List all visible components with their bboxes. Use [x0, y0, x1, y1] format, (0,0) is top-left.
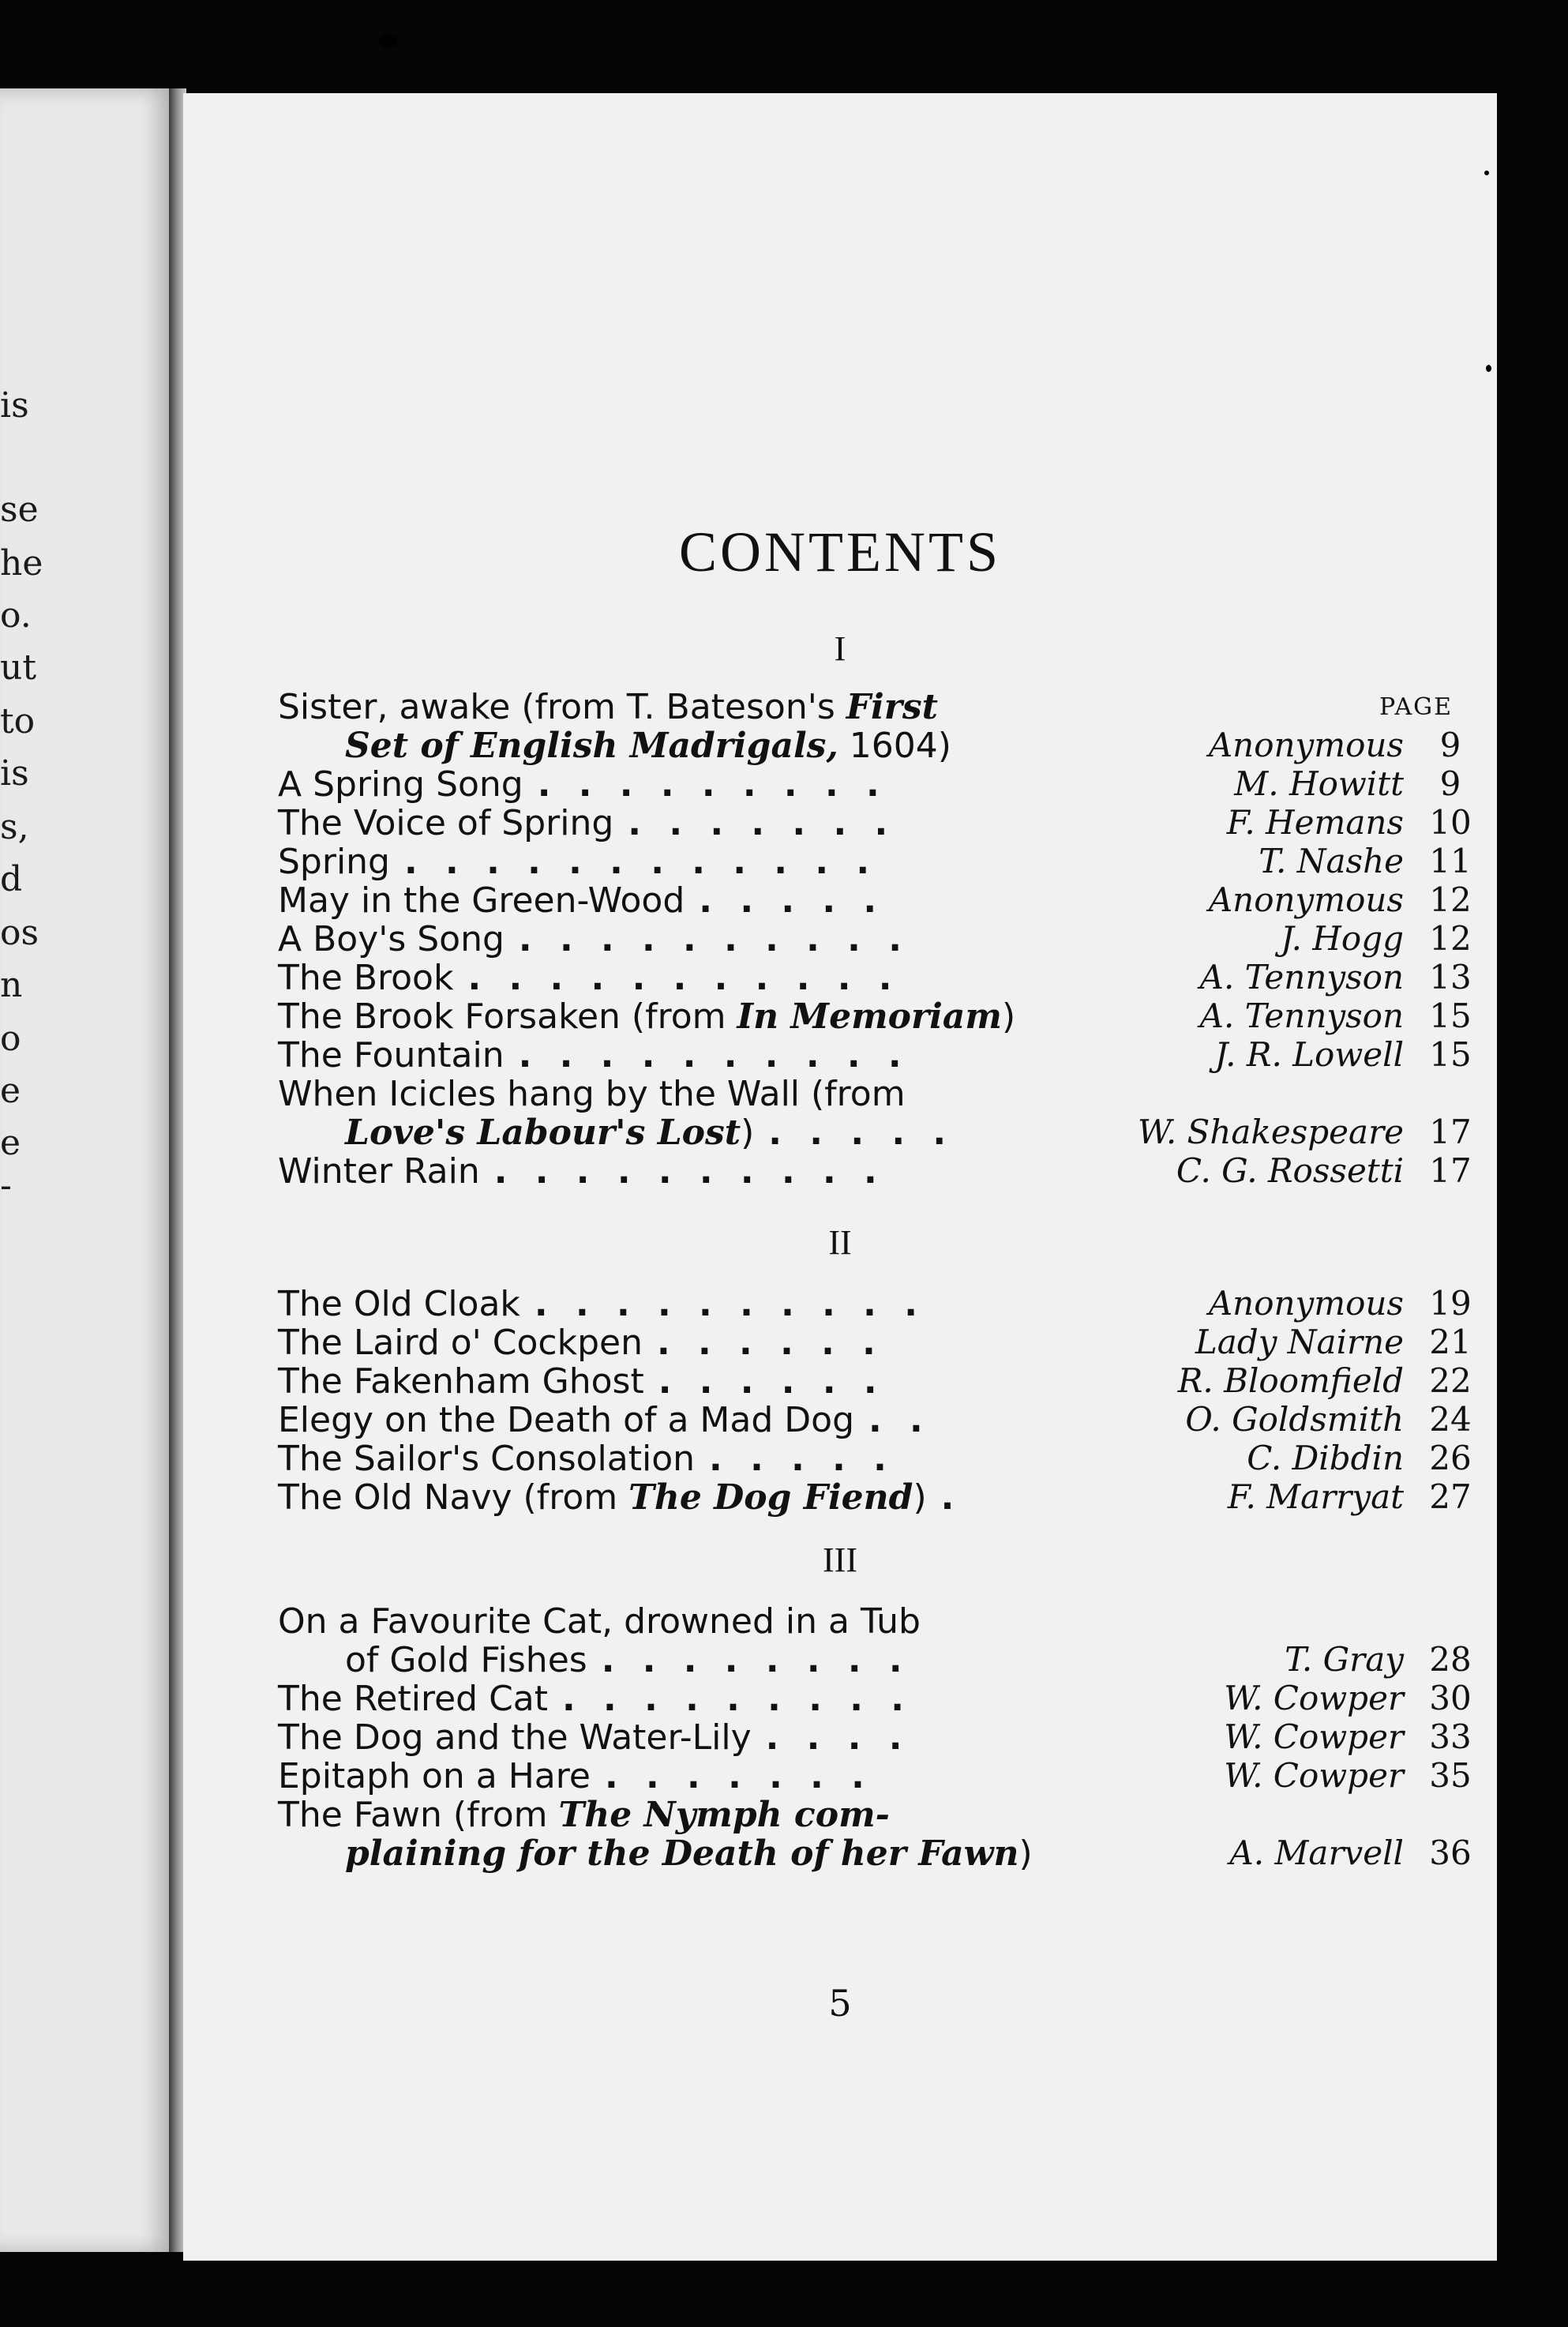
- entry-title: [278, 958, 900, 998]
- dot-leader: . . . . . . . . . .: [534, 1284, 925, 1324]
- ink-speck: [379, 35, 396, 47]
- toc-entry: [278, 1361, 1478, 1401]
- entry-page-number: 10: [1429, 803, 1472, 842]
- left-page-text-fragment: d: [0, 859, 23, 899]
- toc-entry: [278, 1074, 1478, 1113]
- ink-speck: [1486, 365, 1491, 372]
- page-folio: 5: [828, 1982, 852, 2025]
- entry-author: C. G. Rossetti: [1176, 1151, 1404, 1190]
- entry-title: [278, 880, 884, 921]
- entry-title-text: On a Favourite Cat, drowned in a Tub: [278, 1601, 921, 1642]
- entry-title: [278, 1323, 883, 1363]
- entry-title-text: of Gold Fishes: [345, 1640, 587, 1680]
- dot-leader: . . . . . . . . .: [562, 1679, 912, 1719]
- entry-page-number: 27: [1429, 1477, 1472, 1516]
- dot-leader: . . . . . .: [656, 1323, 883, 1363]
- entry-author: Anonymous: [1208, 880, 1404, 919]
- entry-title-text: The Fawn (from: [278, 1795, 559, 1835]
- entry-page-number: 9: [1439, 764, 1461, 803]
- entry-title-text: The Brook: [278, 958, 454, 998]
- dot-leader: . . . . . . . . . . .: [467, 958, 900, 998]
- entry-page-number: 26: [1429, 1439, 1472, 1477]
- entry-title: [278, 842, 877, 882]
- entry-title-italic: First: [846, 687, 938, 727]
- entry-title: [345, 1833, 1033, 1874]
- entry-author: W. Shakespeare: [1138, 1113, 1404, 1151]
- left-page-text-fragment: ut: [0, 647, 37, 688]
- entry-title: [278, 1601, 921, 1642]
- toc-entry: [278, 726, 1478, 765]
- toc-entry: [278, 996, 1478, 1036]
- entry-title-text: Sister, awake (from T. Bateson's: [278, 687, 846, 727]
- entry-page-number: 24: [1429, 1400, 1472, 1439]
- entry-title: [278, 996, 1015, 1037]
- entry-author: F. Marryat: [1227, 1477, 1404, 1516]
- entry-title: [278, 1795, 890, 1835]
- entry-author: R. Bloomfield: [1177, 1361, 1404, 1400]
- entry-page-number: 13: [1429, 958, 1472, 996]
- entry-page-number: 21: [1429, 1323, 1472, 1361]
- left-page-text-fragment: is: [0, 385, 29, 426]
- toc-entry: [278, 687, 1478, 726]
- entry-title-text: ): [1018, 1833, 1033, 1874]
- entry-author: Anonymous: [1208, 1284, 1404, 1323]
- entry-title-text: The Dog and the Water-Lily: [278, 1717, 752, 1758]
- entry-title: [345, 1640, 910, 1680]
- entry-title: [278, 1151, 885, 1192]
- entry-title-text: A Boy's Song: [278, 919, 505, 959]
- dot-leader: . . . . .: [768, 1113, 955, 1153]
- ink-speck: [1484, 171, 1489, 175]
- left-page-text-fragment: o.: [0, 595, 32, 636]
- toc-entry: [278, 764, 1478, 804]
- entry-title: [278, 687, 938, 727]
- entry-page-number: 17: [1429, 1151, 1472, 1190]
- entry-title-text: ): [741, 1113, 755, 1153]
- entry-title-text: 1604): [838, 726, 951, 766]
- entry-title-text: The Brook Forsaken (from: [278, 996, 737, 1037]
- dot-leader: . . . . .: [699, 880, 885, 921]
- entry-page-number: 19: [1429, 1284, 1472, 1323]
- entry-page-number: 33: [1429, 1717, 1472, 1756]
- left-page-text-fragment: e: [0, 1071, 21, 1111]
- entry-author: W. Cowper: [1224, 1717, 1404, 1756]
- toc-entry: [278, 1151, 1478, 1191]
- entry-title-text: ): [913, 1477, 927, 1518]
- contents-page: [183, 93, 1497, 2261]
- toc-entry: [278, 1113, 1478, 1152]
- toc-entry: [278, 1284, 1478, 1323]
- section-number: II: [828, 1223, 852, 1262]
- entry-title-italic: In Memoriam: [737, 996, 1002, 1037]
- entry-title-italic: Love's Labour's Lost: [345, 1113, 741, 1153]
- entry-author: W. Cowper: [1224, 1756, 1404, 1795]
- entry-title: [278, 764, 887, 805]
- dot-leader: . . . .: [765, 1717, 910, 1758]
- entry-author: A. Tennyson: [1199, 958, 1404, 996]
- entry-title-italic: The Dog Fiend: [628, 1477, 913, 1518]
- dot-leader: . . . . .: [709, 1439, 895, 1479]
- toc-entry: [278, 1756, 1478, 1796]
- entry-author: F. Hemans: [1226, 803, 1404, 842]
- entry-title: [278, 1679, 912, 1719]
- entry-page-number: 11: [1429, 842, 1472, 880]
- entry-title: [278, 1400, 931, 1440]
- entry-page-number: 30: [1429, 1679, 1472, 1717]
- left-page-text-fragment: e: [0, 1123, 21, 1163]
- toc-entry: [278, 1323, 1478, 1362]
- entry-title-italic: Set of English Madrigals,: [345, 726, 838, 766]
- entry-title-italic: plaining for the Death of her Fawn: [345, 1833, 1019, 1874]
- left-page-text-fragment: he: [0, 543, 43, 584]
- entry-title-text: When Icicles hang by the Wall (from: [278, 1074, 906, 1114]
- left-page-text-fragment: se: [0, 490, 39, 530]
- entry-author: M. Howitt: [1234, 764, 1404, 803]
- entry-title-text: May in the Green-Wood: [278, 880, 685, 921]
- entry-title: [278, 919, 910, 959]
- entry-title-text: Epitaph on a Hare: [278, 1756, 591, 1796]
- dot-leader: . . . . . . . . . .: [518, 919, 910, 959]
- toc-entry: [278, 1717, 1478, 1757]
- entry-title-text: ): [1001, 996, 1016, 1037]
- entry-page-number: 17: [1429, 1113, 1472, 1151]
- entry-title: [345, 1113, 954, 1153]
- toc-entry: [278, 842, 1478, 881]
- dot-leader: . . . . . . .: [628, 803, 896, 843]
- entry-author: T. Nashe: [1259, 842, 1404, 880]
- entry-page-number: 12: [1429, 919, 1472, 958]
- entry-title: [278, 1035, 910, 1075]
- entry-page-number: 28: [1429, 1640, 1472, 1679]
- entry-title-text: The Retired Cat: [278, 1679, 549, 1719]
- entry-title: [278, 1361, 885, 1402]
- entry-page-number: 9: [1439, 726, 1461, 764]
- entry-author: W. Cowper: [1224, 1679, 1404, 1717]
- entry-title-text: The Old Cloak: [278, 1284, 520, 1324]
- section-number: III: [823, 1541, 857, 1579]
- entry-title: [278, 1439, 895, 1479]
- entry-author: A. Tennyson: [1199, 996, 1404, 1035]
- toc-entry: [278, 958, 1478, 997]
- dot-leader: . . . . . . . . . .: [518, 1035, 910, 1075]
- dot-leader: . . . . . . . . . . . .: [404, 842, 878, 882]
- dot-leader: . . . . . .: [658, 1361, 885, 1402]
- entry-page-number: 36: [1429, 1833, 1472, 1872]
- dot-leader: . . . . . . . . .: [537, 764, 887, 805]
- toc-entry: [278, 1400, 1478, 1439]
- dot-leader: .: [940, 1477, 962, 1518]
- entry-title: [278, 1477, 962, 1518]
- entry-title-text: Elegy on the Death of a Mad Dog: [278, 1400, 854, 1440]
- entry-author: T. Gray: [1285, 1640, 1404, 1679]
- toc-entry: [278, 880, 1478, 920]
- entry-title-text: Winter Rain: [278, 1151, 480, 1192]
- entry-title-text: The Sailor's Consolation: [278, 1439, 696, 1479]
- toc-entry: [278, 919, 1478, 959]
- left-page-text-fragment: -: [0, 1165, 12, 1206]
- toc-entry: [278, 1439, 1478, 1478]
- entry-title: [278, 1074, 906, 1114]
- entry-title: [278, 1284, 925, 1324]
- dot-leader: . . . . . . . .: [601, 1640, 910, 1680]
- entry-title-text: The Fakenham Ghost: [278, 1361, 644, 1402]
- left-page-text-fragment: s,: [0, 807, 29, 847]
- entry-author: Lady Nairne: [1195, 1323, 1404, 1361]
- entry-author: J. Hogg: [1281, 919, 1404, 958]
- entry-author: J. R. Lowell: [1214, 1035, 1404, 1074]
- toc-entry: [278, 1679, 1478, 1718]
- entry-author: O. Goldsmith: [1185, 1400, 1404, 1439]
- entry-title-text: A Spring Song: [278, 764, 523, 805]
- toc-entry: [278, 803, 1478, 843]
- entry-title: [278, 1717, 910, 1758]
- entry-title-text: The Voice of Spring: [278, 803, 614, 843]
- entry-title-text: The Old Navy (from: [278, 1477, 629, 1518]
- entry-title-text: The Fountain: [278, 1035, 505, 1075]
- entry-page-number: 15: [1429, 996, 1472, 1035]
- toc-entry: [278, 1795, 1478, 1834]
- dot-leader: . . . . . . .: [604, 1756, 872, 1796]
- toc-entry: [278, 1035, 1478, 1075]
- left-page-text-fragment: n: [0, 965, 23, 1005]
- dot-leader: . . . . . . . . . .: [493, 1151, 885, 1192]
- left-page-text-fragment: is: [0, 753, 29, 794]
- entry-title: [278, 803, 895, 843]
- left-page-text-fragment: os: [0, 913, 39, 953]
- toc-entry: [278, 1640, 1478, 1680]
- toc-entry: [278, 1477, 1478, 1517]
- toc-entry: [278, 1601, 1478, 1641]
- entry-title: [278, 1756, 872, 1796]
- entry-title-text: The Laird o' Cockpen: [278, 1323, 643, 1363]
- page-column-label: PAGE: [1379, 693, 1453, 721]
- dot-leader: . .: [868, 1400, 931, 1440]
- left-page-text-fragment: o: [0, 1019, 21, 1059]
- left-page-text-fragment: to: [0, 701, 36, 741]
- entry-page-number: 35: [1429, 1756, 1472, 1795]
- entry-author: A. Marvell: [1229, 1833, 1404, 1872]
- toc-entry: [278, 1833, 1478, 1873]
- entry-title-text: Spring: [278, 842, 390, 882]
- entry-title-italic: The Nymph com-: [558, 1795, 890, 1835]
- entry-page-number: 12: [1429, 880, 1472, 919]
- entry-author: Anonymous: [1208, 726, 1404, 764]
- entry-page-number: 22: [1429, 1361, 1472, 1400]
- entry-title: [345, 726, 951, 766]
- entry-author: C. Dibdin: [1247, 1439, 1404, 1477]
- contents-heading: CONTENTS: [679, 520, 1001, 584]
- section-number: I: [834, 629, 846, 668]
- entry-page-number: 15: [1429, 1035, 1472, 1074]
